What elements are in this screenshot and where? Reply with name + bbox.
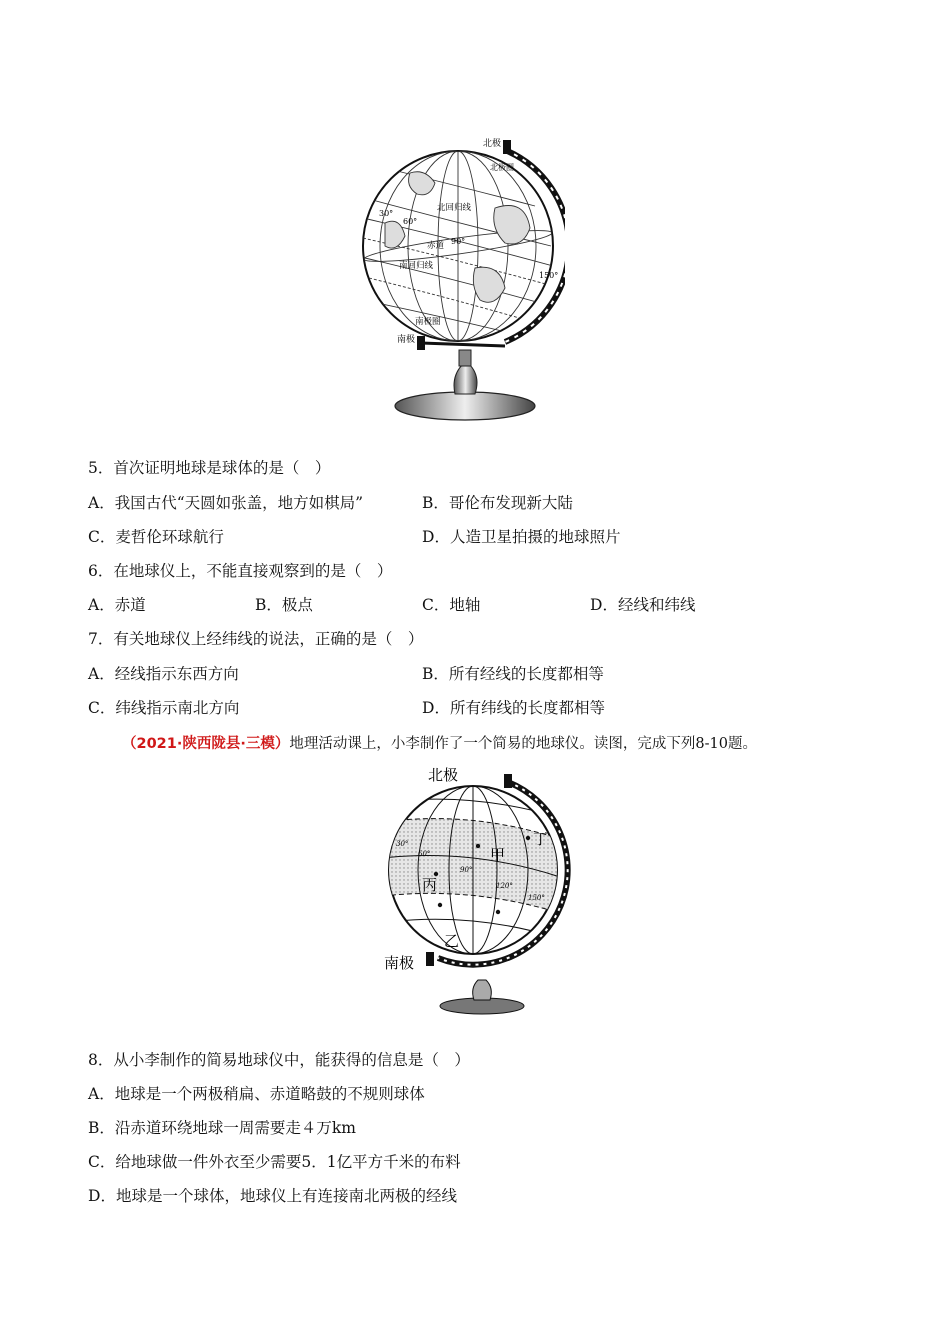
q5-option-d[interactable]: D．人造卫星拍摄的地球照片 — [422, 528, 621, 546]
option-text: 我国古代“天圆如张盖，地方如棋局” — [114, 494, 364, 512]
label-arctic-circle: 北极圈 — [490, 163, 514, 172]
q8-option-d[interactable]: D．地球是一个球体，地球仪上有连接南北两极的经线 — [88, 1187, 457, 1205]
question-stem: 在地球仪上，不能直接观察到的是（ ） — [113, 562, 393, 580]
option-letter: B — [255, 596, 267, 614]
option-letter: C — [88, 1153, 100, 1171]
label-yi: 乙 — [444, 932, 460, 950]
option-letter: D — [422, 528, 435, 546]
option-text: 给地球做一件外衣至少需要5．1亿平方千米的布料 — [115, 1153, 461, 1171]
q8-option-a[interactable]: A．地球是一个两极稍扁、赤道略鼓的不规则球体 — [88, 1085, 425, 1103]
question-stem: 有关地球仪上经纬线的说法，正确的是（ ） — [113, 630, 424, 648]
option-text: 纬线指示南北方向 — [115, 699, 240, 717]
option-text: 地轴 — [449, 596, 481, 614]
q8-option-b[interactable]: B．沿赤道环绕地球一周需要走４万km — [88, 1119, 356, 1137]
option-text: 哥伦布发现新大陆 — [448, 494, 573, 512]
label-south-pole: 南极 — [384, 954, 415, 972]
section-intro — [122, 734, 757, 754]
option-text: 所有经线的长度都相等 — [448, 665, 604, 683]
option-letter: A — [88, 494, 100, 512]
globe-figure-2 — [378, 762, 573, 1024]
label-deg-90: 90° — [460, 866, 473, 874]
q5-option-a[interactable]: A．我国古代“天圆如张盖，地方如棋局” — [88, 494, 364, 512]
option-text: 经线和纬线 — [617, 596, 696, 614]
globe-figure-1 — [355, 128, 565, 428]
option-text: 人造卫星拍摄的地球照片 — [449, 528, 621, 546]
option-text: 地球是一个球体，地球仪上有连接南北两极的经线 — [115, 1187, 457, 1205]
option-text: 地球是一个两极稍扁、赤道略鼓的不规则球体 — [114, 1085, 425, 1103]
q7-option-c[interactable]: C．纬线指示南北方向 — [88, 699, 240, 717]
q8-option-c[interactable]: C．给地球做一件外衣至少需要5．1亿平方千米的布料 — [88, 1153, 461, 1171]
label-deg-150: 150° — [528, 894, 545, 902]
option-letter: B — [88, 1119, 100, 1137]
label-deg-30: 30° — [396, 840, 409, 848]
label-tropic-south: 南回归线 — [399, 261, 434, 271]
question-number: 8 — [88, 1051, 98, 1069]
option-text: 所有纬线的长度都相等 — [449, 699, 605, 717]
intro-text: 地理活动课上，小李制作了一个简易的地球仪。读图，完成下列8-10题。 — [289, 736, 757, 752]
label-north-pole: 北极 — [428, 766, 459, 784]
option-text: 赤道 — [114, 596, 146, 614]
option-letter: C — [88, 699, 100, 717]
label-equator: 赤道 — [427, 241, 445, 251]
question-6: 6．在地球仪上，不能直接观察到的是（ ） — [88, 562, 393, 580]
option-letter: D — [88, 1187, 101, 1205]
question-number: 7 — [88, 630, 98, 648]
question-stem: 从小李制作的简易地球仪中，能获得的信息是（ ） — [113, 1051, 470, 1069]
q5-option-c[interactable]: C．麦哲伦环球航行 — [88, 528, 224, 546]
option-letter: D — [590, 596, 603, 614]
q5-option-b[interactable]: B．哥伦布发现新大陆 — [422, 494, 573, 512]
label-jia: 甲 — [490, 846, 506, 864]
option-letter: A — [88, 596, 100, 614]
label-north-pole: 北极 — [483, 139, 502, 149]
option-letter: C — [422, 596, 434, 614]
source-tag: （2021·陕西陇县·三模） — [122, 736, 290, 752]
question-7: 7．有关地球仪上经纬线的说法，正确的是（ ） — [88, 630, 424, 648]
label-tropic-north: 北回归线 — [437, 203, 472, 213]
label-deg-120: 120° — [496, 882, 513, 890]
q6-option-a[interactable]: A．赤道 — [88, 596, 146, 614]
question-8: 8．从小李制作的简易地球仪中，能获得的信息是（ ） — [88, 1051, 470, 1069]
label-deg-90: 90° — [451, 237, 466, 246]
option-text: 经线指示东西方向 — [114, 665, 239, 683]
q7-option-a[interactable]: A．经线指示东西方向 — [88, 665, 239, 683]
option-text: 沿赤道环绕地球一周需要走４万km — [114, 1119, 356, 1137]
question-number: 6 — [88, 562, 98, 580]
option-text: 极点 — [281, 596, 313, 614]
option-letter: C — [88, 528, 100, 546]
question-5: 5．首次证明地球是球体的是（ ） — [88, 459, 331, 477]
option-letter: A — [88, 665, 100, 683]
q6-option-d[interactable]: D．经线和纬线 — [590, 596, 696, 614]
label-deg-150: 150° — [539, 271, 559, 280]
question-stem: 首次证明地球是球体的是（ ） — [113, 459, 331, 477]
label-ding: 丁 — [533, 830, 549, 848]
label-south-pole: 南极 — [397, 335, 416, 345]
q7-option-b[interactable]: B．所有经线的长度都相等 — [422, 665, 604, 683]
q6-option-c[interactable]: C．地轴 — [422, 596, 481, 614]
option-letter: D — [422, 699, 435, 717]
label-bing: 丙 — [422, 876, 438, 894]
q7-option-d[interactable]: D．所有纬线的长度都相等 — [422, 699, 605, 717]
label-antarctic-circle: 南极圈 — [415, 317, 441, 327]
option-letter: B — [422, 494, 434, 512]
option-text: 麦哲伦环球航行 — [115, 528, 224, 546]
option-letter: B — [422, 665, 434, 683]
label-deg-60: 60° — [418, 850, 431, 858]
label-deg-60: 60° — [403, 217, 418, 226]
label-deg-30: 30° — [379, 209, 394, 218]
question-number: 5 — [88, 459, 98, 477]
option-letter: A — [88, 1085, 100, 1103]
q6-option-b[interactable]: B．极点 — [255, 596, 313, 614]
